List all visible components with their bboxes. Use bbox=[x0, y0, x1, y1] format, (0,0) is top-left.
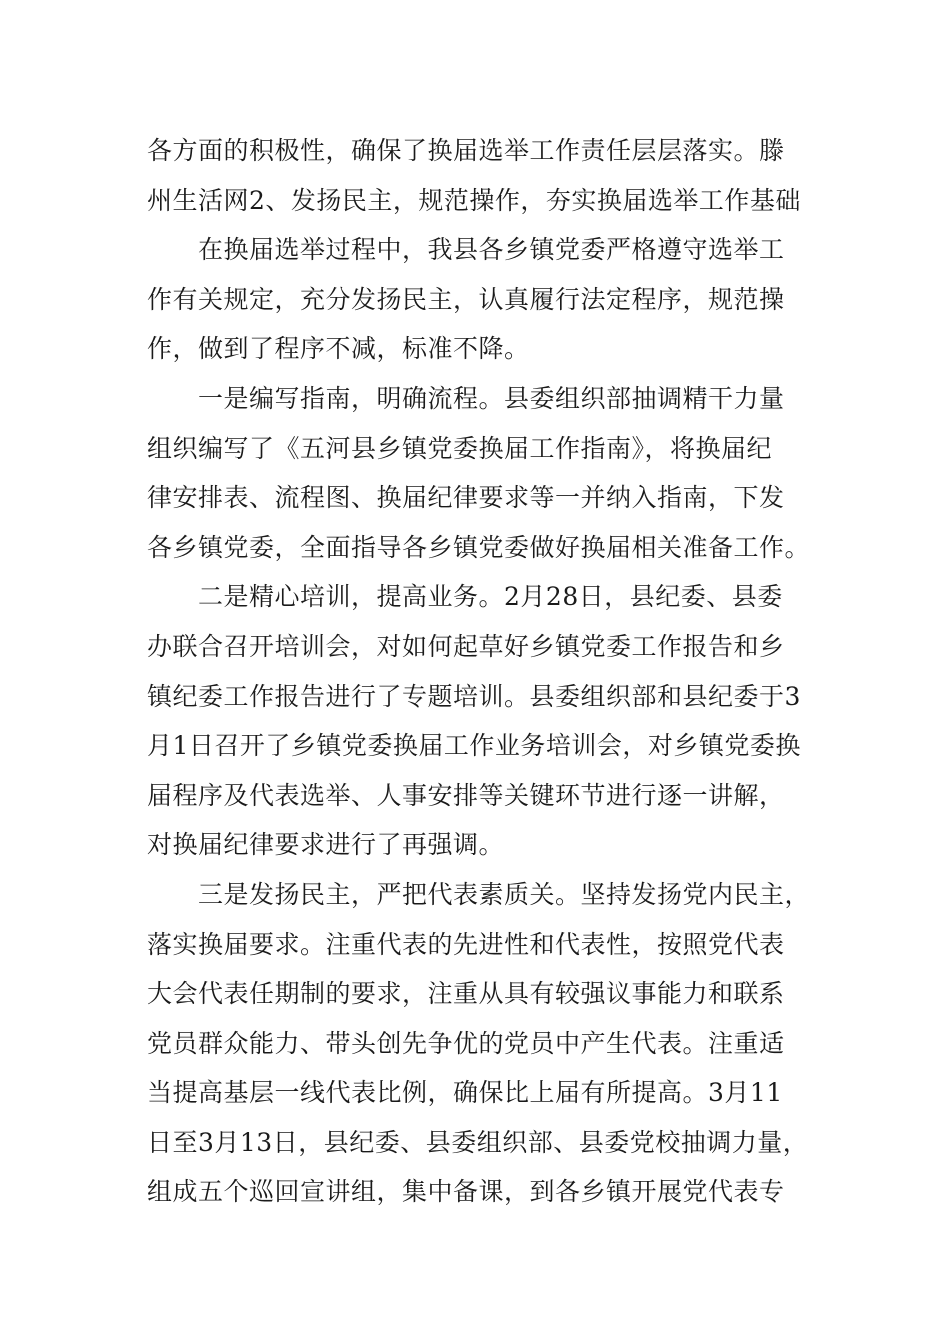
text-line: 当提高基层一线代表比例，确保比上届有所提高。3月11 bbox=[147, 1078, 783, 1108]
text-line: 镇纪委工作报告进行了专题培训。县委组织部和县纪委于3 bbox=[147, 681, 801, 711]
text-line: 作，做到了程序不减，标准不降。 bbox=[147, 334, 530, 364]
paragraph-start-line: 三是发扬民主，严把代表素质关。坚持发扬党内民主， bbox=[198, 879, 811, 909]
text-line: 律安排表、流程图、换届纪律要求等一并纳入指南，下发 bbox=[147, 483, 785, 513]
text-line: 办联合召开培训会，对如何起草好乡镇党委工作报告和乡 bbox=[147, 631, 785, 661]
text-line: 州生活网2、发扬民主，规范操作，夯实换届选举工作基础 bbox=[147, 185, 801, 215]
text-line: 日至3月13日，县纪委、县委组织部、县委党校抽调力量， bbox=[147, 1127, 809, 1157]
text-line: 大会代表任期制的要求，注重从具有较强议事能力和联系 bbox=[147, 979, 785, 1009]
text-line: 落实换届要求。注重代表的先进性和代表性，按照党代表 bbox=[147, 929, 785, 959]
paragraph-start-line: 在换届选举过程中，我县各乡镇党委严格遵守选举工 bbox=[198, 235, 785, 265]
text-line: 党员群众能力、带头创先争优的党员中产生代表。注重适 bbox=[147, 1028, 785, 1058]
document-body bbox=[147, 126, 817, 1217]
text-line: 月1日召开了乡镇党委换届工作业务培训会，对乡镇党委换 bbox=[147, 731, 801, 761]
text-line: 各乡镇党委，全面指导各乡镇党委做好换届相关准备工作。 bbox=[147, 532, 811, 562]
text-line: 届程序及代表选举、人事安排等关键环节进行逐一讲解， bbox=[147, 780, 785, 810]
text-line: 作有关规定，充分发扬民主，认真履行法定程序，规范操 bbox=[147, 284, 785, 314]
paragraph-start-line: 一是编写指南，明确流程。县委组织部抽调精干力量 bbox=[198, 383, 785, 413]
paragraph-start-line: 二是精心培训，提高业务。2月28日，县纪委、县委 bbox=[198, 582, 783, 612]
text-line: 对换届纪律要求进行了再强调。 bbox=[147, 830, 505, 860]
text-line: 组织编写了《五河县乡镇党委换届工作指南》，将换届纪 bbox=[147, 433, 773, 463]
text-line: 组成五个巡回宣讲组，集中备课，到各乡镇开展党代表专 bbox=[147, 1177, 785, 1207]
text-line: 各方面的积极性，确保了换届选举工作责任层层落实。滕 bbox=[147, 136, 785, 165]
